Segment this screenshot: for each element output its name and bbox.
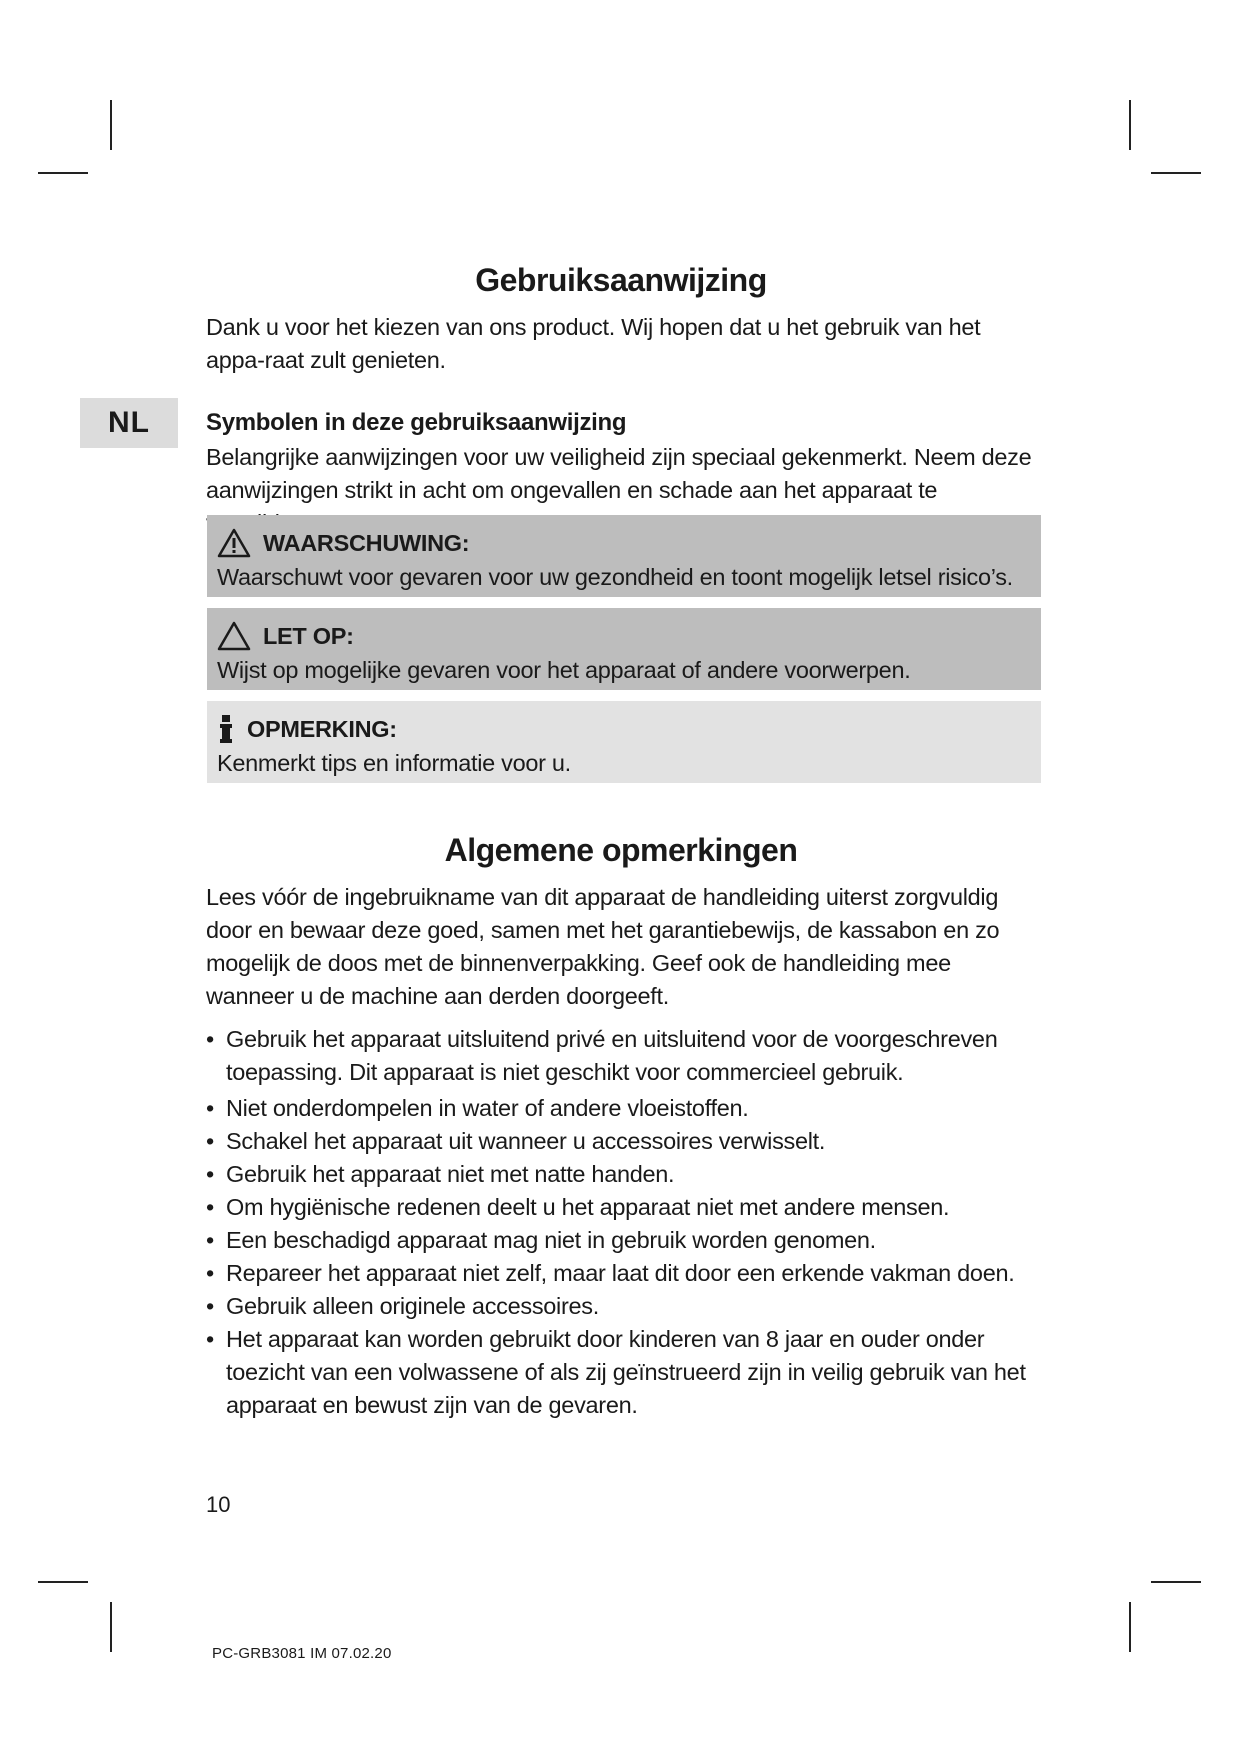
warning-text: Waarschuwt voor gevaren voor uw gezondheid en toont mogelijk letsel risico’s.	[217, 564, 1013, 590]
list-item: • Repareer het apparaat niet zelf, maar laat dit door een erkende vakman doen.	[206, 1257, 1036, 1290]
list-item: • Om hygiënische redenen deelt u het apparaat niet met andere mensen.	[206, 1191, 1036, 1224]
crop-mark-top-left-vertical	[110, 100, 112, 150]
crop-mark-top-right-horizontal	[1151, 172, 1201, 174]
list-item: • Gebruik alleen originele accessoires.	[206, 1290, 1036, 1323]
warning-title: WAARSCHUWING:	[263, 529, 470, 556]
caution-text: Wijst op mogelijke gevaren voor het apparaat of andere voorwerpen.	[217, 657, 911, 683]
intro-paragraph: Dank u voor het kiezen van ons product. Wij hopen dat u het gebruik van het appa-raat zult genieten.	[206, 314, 981, 373]
crop-mark-bottom-left-vertical	[110, 1602, 112, 1652]
note-box	[207, 701, 1041, 783]
note-text: Kenmerkt tips en informatie voor u.	[217, 750, 571, 776]
symbols-paragraph: Belangrijke aanwijzingen voor uw veiligheid zijn speciaal gekenmerkt. Neem deze aanwijzingen strikt in acht om ongevallen en schade aan het apparaat te	[206, 444, 1032, 503]
symbols-heading: Symbolen in deze gebruiksaanwijzing	[206, 409, 627, 436]
page-title: Gebruiksaanwijzing	[475, 262, 767, 298]
caution-triangle-icon	[217, 621, 251, 651]
crop-mark-top-right-vertical	[1129, 100, 1131, 150]
list-item: • Het apparaat kan worden gebruikt door kinderen van 8 jaar en ouder onder toezicht van een volwassene of als zij geïnstrueerd zijn in veilig gebruik van het apparaat en bewust zijn van de gevaren.	[206, 1323, 1036, 1422]
info-icon	[217, 714, 235, 744]
crop-mark-bottom-right-vertical	[1129, 1602, 1131, 1652]
crop-mark-bottom-left-horizontal	[38, 1581, 88, 1583]
list-item: • Gebruik het apparaat niet met natte handen.	[206, 1158, 1036, 1191]
language-tab: NL	[80, 398, 178, 448]
general-bullet-list	[206, 1023, 1036, 1422]
list-item: • Een beschadigd apparaat mag niet in gebruik worden genomen.	[206, 1224, 1036, 1257]
crop-mark-top-left-horizontal	[38, 172, 88, 174]
list-item: • Gebruik het apparaat uitsluitend privé en uitsluitend voor de voorgeschreven toepassing. Dit apparaat is niet geschikt voor commercieel gebruik.	[206, 1023, 1036, 1089]
general-section	[206, 832, 1036, 1422]
list-item: • Schakel het apparaat uit wanneer u accessoires verwisselt.	[206, 1125, 1036, 1158]
caution-box	[207, 608, 1041, 690]
page-number: 10	[206, 1492, 231, 1517]
warning-box	[207, 515, 1041, 597]
caution-title: LET OP:	[263, 622, 354, 649]
footer-code: PC-GRB3081 IM 07.02.20	[212, 1645, 392, 1662]
note-title: OPMERKING:	[247, 715, 397, 742]
warning-triangle-icon	[217, 528, 251, 558]
section-intro	[206, 262, 1036, 377]
list-item: • Niet onderdompelen in water of andere vloeistoffen.	[206, 1092, 1036, 1125]
general-paragraph: Lees vóór de ingebruikname van dit apparaat de handleiding uiterst zorgvuldig door en bewaar deze goed, samen met het garantiebewijs, de kassabon en zo mogelijk de doos met de binnenverpakking. Geef ook de handleiding mee wanneer u de machine aan derden doorgeeft.	[206, 884, 1000, 1009]
crop-mark-bottom-right-horizontal	[1151, 1581, 1201, 1583]
general-title: Algemene opmerkingen	[444, 832, 798, 868]
